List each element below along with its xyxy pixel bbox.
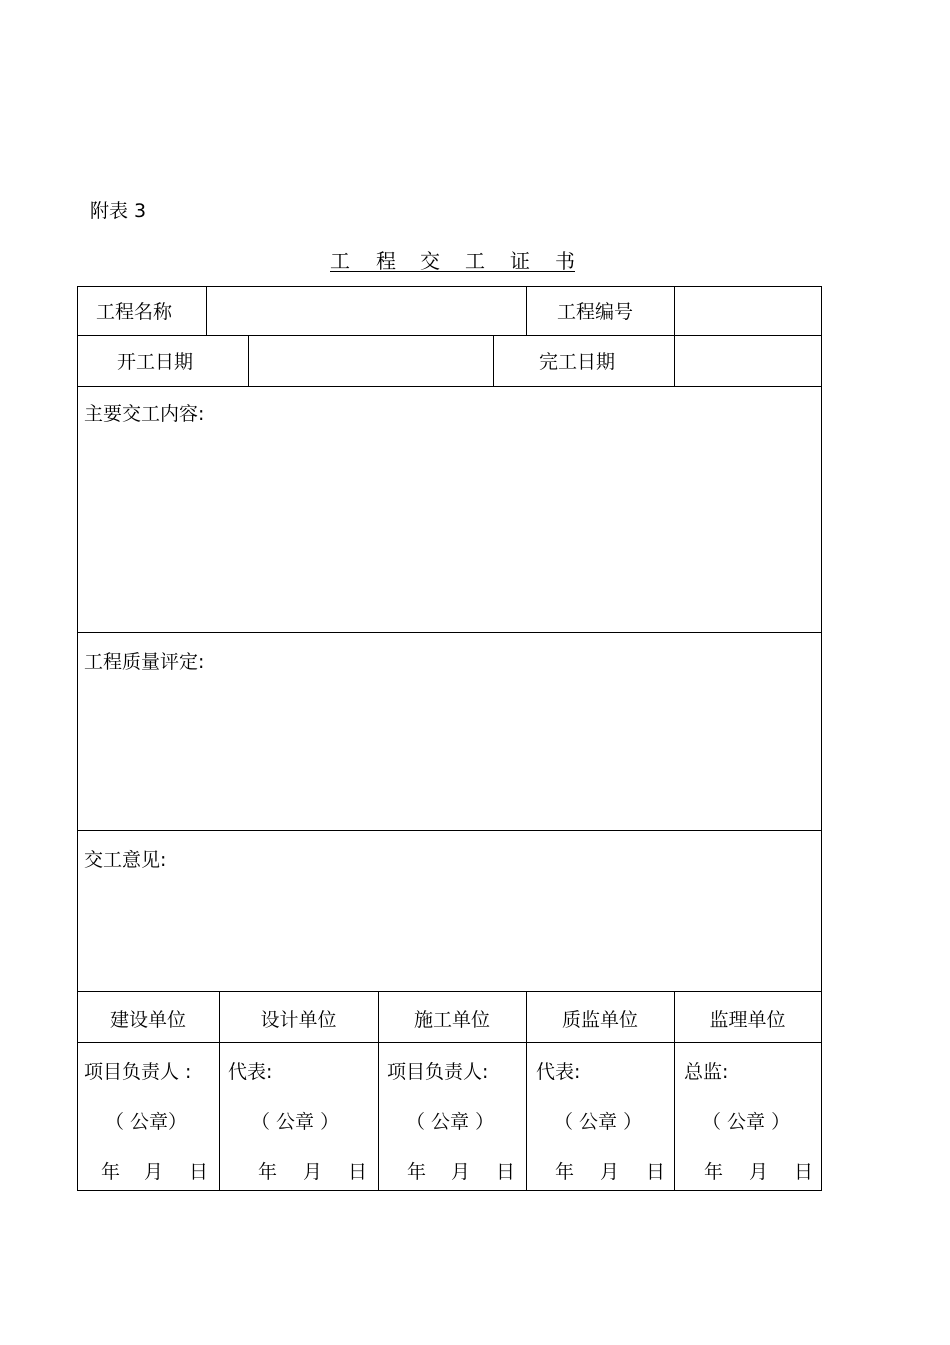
date-month: 月 <box>451 1161 471 1183</box>
project-no-label: 工程编号 <box>557 301 634 323</box>
title-char: 书 <box>555 249 575 273</box>
start-date-label: 开工日期 <box>117 351 194 373</box>
sign-label: 总监: <box>684 1061 729 1083</box>
date-year: 年 <box>101 1161 121 1183</box>
seal-text: （ 公章） <box>105 1111 188 1133</box>
unit-name: 建设单位 <box>109 1009 186 1031</box>
unit-name: 设计单位 <box>260 1009 337 1031</box>
row-divider <box>77 632 822 633</box>
row-divider <box>77 386 822 387</box>
date-year: 年 <box>407 1161 427 1183</box>
seal-text: （ 公章 ） <box>702 1111 791 1133</box>
date-year: 年 <box>258 1161 278 1183</box>
row-divider <box>77 1042 822 1043</box>
col-divider <box>206 286 207 336</box>
col-divider <box>674 286 675 336</box>
row-divider <box>77 335 822 336</box>
date-day: 日 <box>794 1161 814 1183</box>
date-year: 年 <box>555 1161 575 1183</box>
date-day: 日 <box>348 1161 368 1183</box>
row-divider <box>77 830 822 831</box>
certificate-table <box>77 286 822 1191</box>
table-border-top <box>77 286 822 287</box>
date-month: 月 <box>303 1161 323 1183</box>
col-divider <box>493 335 494 387</box>
title-char: 程 <box>376 249 396 273</box>
date-year: 年 <box>704 1161 724 1183</box>
date-day: 日 <box>496 1161 516 1183</box>
seal-text: （ 公章 ） <box>406 1111 495 1133</box>
unit-name: 质监单位 <box>561 1009 638 1031</box>
opinion-label: 交工意见: <box>84 849 167 871</box>
unit-name: 监理单位 <box>709 1009 786 1031</box>
sign-label: 项目负责人: <box>387 1061 489 1083</box>
project-name-label: 工程名称 <box>96 301 173 323</box>
title-char: 交 <box>420 249 440 273</box>
appendix-label: 附表 3 <box>90 200 147 222</box>
table-border-left <box>77 286 78 1191</box>
sign-label: 代表: <box>228 1061 273 1083</box>
col-divider <box>248 335 249 387</box>
seal-text: （ 公章 ） <box>554 1111 643 1133</box>
unit-name: 施工单位 <box>413 1009 490 1031</box>
title-char: 工 <box>330 249 350 273</box>
date-month: 月 <box>600 1161 620 1183</box>
title-char: 证 <box>510 249 530 273</box>
title-char: 工 <box>465 249 485 273</box>
sign-label: 项目负责人 : <box>84 1061 192 1083</box>
document-title <box>330 243 575 272</box>
date-day: 日 <box>646 1161 666 1183</box>
col-divider <box>526 286 527 336</box>
quality-label: 工程质量评定: <box>84 651 205 673</box>
table-border-bottom <box>77 1190 822 1191</box>
date-month: 月 <box>749 1161 769 1183</box>
row-divider <box>77 991 822 992</box>
col-divider <box>674 335 675 387</box>
date-month: 月 <box>144 1161 164 1183</box>
sign-label: 代表: <box>536 1061 581 1083</box>
main-content-label: 主要交工内容: <box>84 403 205 425</box>
date-day: 日 <box>189 1161 209 1183</box>
end-date-label: 完工日期 <box>539 351 616 373</box>
table-border-right <box>821 286 822 1191</box>
seal-text: （ 公章 ） <box>251 1111 340 1133</box>
